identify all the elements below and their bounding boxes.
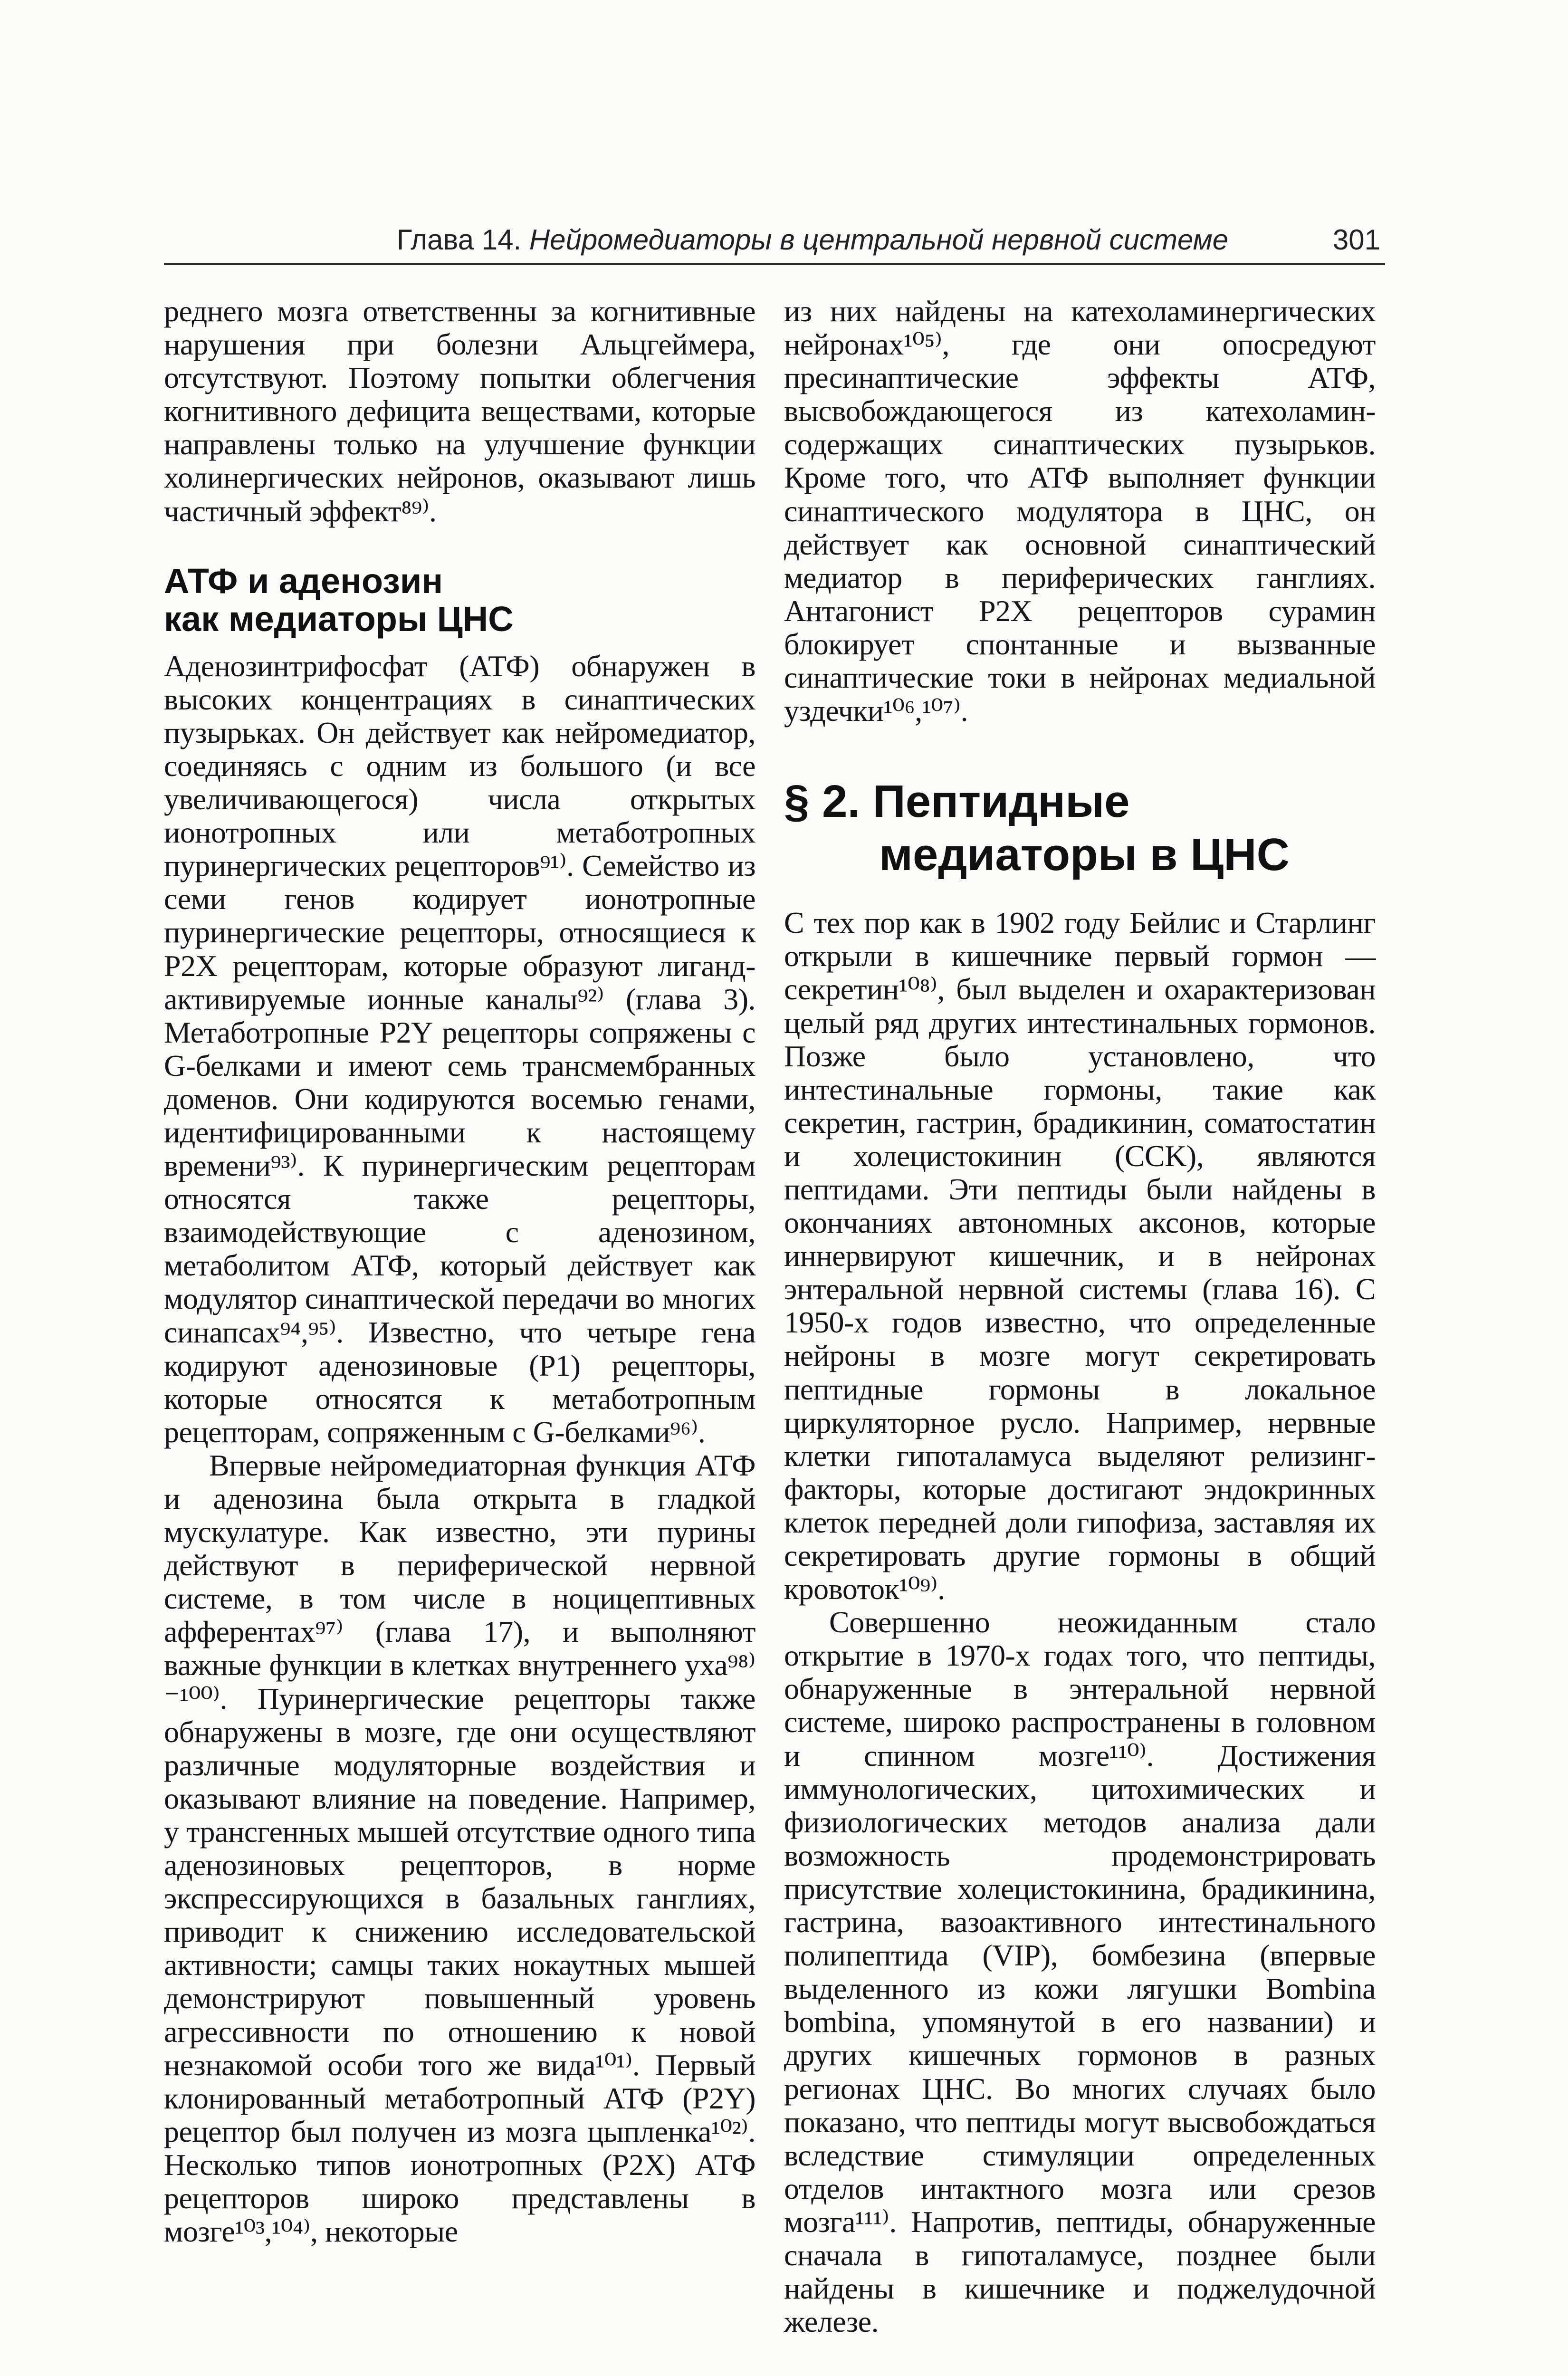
paragraph: Аденозинтрифосфат (АТФ) обнаружен в высоких концентрациях в синаптических пузырьках. Он действует как нейромедиатор, соединяясь с одним из большого (и все увеличивающегося) числа открытых ионотропных или метаботропных пуринергических рецепторов⁹¹⁾. Семейство из семи генов кодирует ионотропные пуринергические рецепторы, относящиеся к P2X рецепторам, которые образуют лиганд-активируемые ионные каналы⁹²⁾ (глава 3). Метаботропные P2Y рецепторы сопряжены с G-белками и имеют семь трансмембранных доменов. Они кодируются восемью генами, идентифицированными к настоящему времени⁹³⁾. К пуринергическим рецепторам относятся также рецепторы, взаимодействующие с аденозином, метаболитом АТФ, который действует как модулятор синаптической передачи во многих синапсах⁹⁴,⁹⁵⁾. Известно, что четыре гена кодируют аденозиновые (P1) рецепторы, которые относятся к метаботропным рецепторам, сопряженным с G-белками⁹⁶⁾. [164,649,755,1449]
paragraph: из них найдены на катехоламинергических нейронах¹⁰⁵⁾, где они опосредуют пресинаптические эффекты АТФ, высвобождающегося из катехоламин-содержащих синаптических пузырьков. Кроме того, что АТФ выполняет функции синаптического модулятора в ЦНС, он действует как основной синаптический медиатор в периферических ганглиях. Антагонист P2X рецепторов сурамин блокирует спонтанные и вызванные синаптические токи в нейронах медиальной уздечки¹⁰⁶,¹⁰⁷⁾. [784,294,1376,728]
right-column [784,295,1376,2338]
running-header [164,220,1385,267]
heading-line: как медиаторы ЦНС [164,599,514,639]
page-number: 301 [1332,224,1380,256]
paragraph: Впервые нейромедиаторная функция АТФ и аденозина была открыта в гладкой мускулатуре. Как известно, эти пурины действуют в периферической нервной системе, в том числе в ноцицептивных афферентах⁹⁷⁾ (глава 17), и выполняют важные функции в клетках внутреннего уха⁹⁸⁾⁻¹⁰⁰⁾. Пуринергические рецепторы также обнаружены в мозге, где они осуществляют различные модуляторные воздействия и оказывают влияние на поведение. Например, у трансгенных мышей отсутствие одного типа аденозиновых рецепторов, в норме экспрессирующихся в базальных ганглиях, приводит к снижению исследовательской активности; самцы таких нокаутных мышей демонстрируют повышенный уровень агрессивности по отношению к новой незнакомой особи того же вида¹⁰¹⁾. Первый клонированный метаботропный АТФ (P2Y) рецептор был получен из мозга цыпленка¹⁰²⁾. Несколько типов ионотропных (P2X) АТФ рецепторов широко представлены в мозге¹⁰³,¹⁰⁴⁾, некоторые [164,1448,755,2249]
left-column [164,295,755,2248]
paragraph: реднего мозга ответственны за когнитивные нарушения при болезни Альцгеймера, отсутствуют. Поэтому попытки облегчения когнитивного дефицита веществами, которые направлены только на улучшение функции холинергических нейронов, оказывают лишь частичный эффект⁸⁹⁾. [164,294,755,528]
heading-line: медиаторы в ЦНС [879,829,1290,881]
chapter-label: Глава 14. [397,224,529,256]
header-rule [164,263,1385,265]
section-heading [784,775,1376,881]
heading-line: § 2. Пептидные [784,776,1130,827]
chapter-title: Нейромедиаторы в центральной нервной системе [529,224,1229,256]
heading-line: АТФ и аденозин [164,561,443,601]
paragraph: С тех пор как в 1902 году Бейлис и Старлинг открыли в кишечнике первый гормон — секретин¹⁰⁸⁾, был выделен и охарактеризован целый ряд других интестинальных гормонов. Позже было установлено, что интестинальные гормоны, такие как секретин, гастрин, брадикинин, соматостатин и холецистокинин (CCK), являются пептидами. Эти пептиды были найдены в окончаниях автономных аксонов, которые иннервируют кишечник, и в нейронах энтеральной нервной системы (глава 16). С 1950-х годов известно, что определенные нейроны в мозге могут секретировать пептидные гормоны в локальное циркуляторное русло. Например, нервные клетки гипоталамуса выделяют релизинг-факторы, которые достигают эндокринных клеток передней доли гипофиза, заставляя их секретировать другие гормоны в общий кровоток¹⁰⁹⁾. [784,906,1376,1606]
subsection-heading [164,562,755,638]
paragraph: Совершенно неожиданным стало открытие в 1970-х годах того, что пептиды, обнаруженные в энтеральной нервной системе, широко распространены в головном и спинном мозге¹¹⁰⁾. Достижения иммунологических, цитохимических и физиологических методов анализа дали возможность продемонстрировать присутствие холецистокинина, брадикинина, гастрина, вазоактивного интестинального полипептида (VIP), бомбезина (впервые выделенного из кожи лягушки Bombina bombina, упомянутой в его названии) и других кишечных гормонов в разных регионах ЦНС. Во многих случаях было показано, что пептиды могут высвобождаться вследствие стимуляции определенных отделов интактного мозга или срезов мозга¹¹¹⁾. Напротив, пептиды, обнаруженные сначала в гипоталамусе, позднее были найдены в кишечнике и поджелудочной железе. [784,1605,1376,2339]
running-title [397,223,1228,256]
